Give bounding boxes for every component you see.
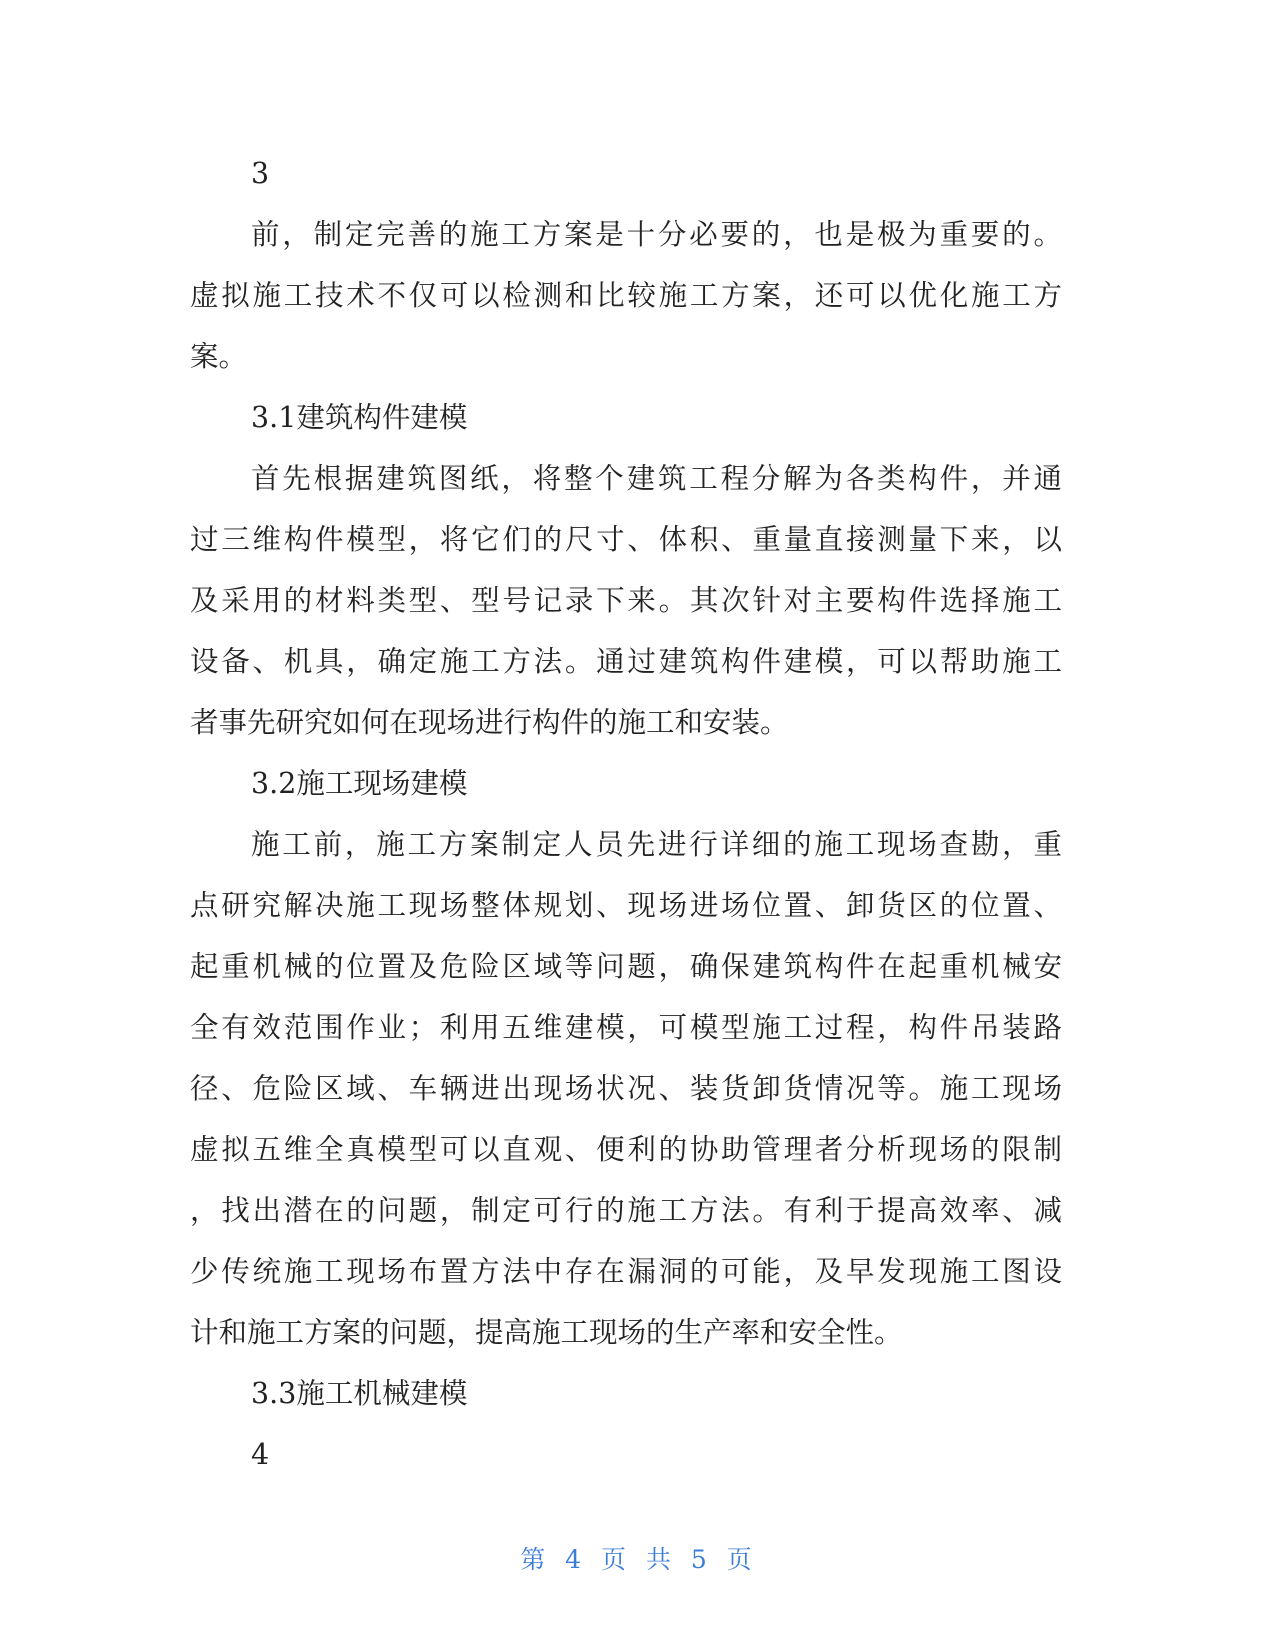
- paragraph-line: 过三维构件模型，将它们的尺寸、体积、重量直接测量下来，以: [190, 523, 1062, 556]
- section-number: 3: [251, 157, 270, 190]
- paragraph-line: 起重机械的位置及危险区域等问题，确保建筑构件在起重机械安: [190, 950, 1062, 983]
- paragraph-line: 全有效范围作业；利用五维建模，可模型施工过程，构件吊装路: [190, 1011, 1062, 1044]
- paragraph-line: ，找出潜在的问题，制定可行的施工方法。有利于提高效率、减: [190, 1194, 1062, 1227]
- paragraph-line: 虚拟五维全真模型可以直观、便利的协助管理者分析现场的限制: [190, 1133, 1062, 1166]
- paragraph-line: 计和施工方案的问题，提高施工现场的生产率和安全性。: [190, 1316, 903, 1349]
- paragraph-line: 点研究解决施工现场整体规划、现场进场位置、卸货区的位置、: [190, 889, 1062, 922]
- section-heading: 3.2施工现场建模: [251, 767, 468, 800]
- section-heading: 3.1建筑构件建模: [251, 401, 468, 434]
- paragraph-line: 虚拟施工技术不仅可以检测和比较施工方案，还可以优化施工方: [190, 279, 1062, 312]
- paragraph-line: 案。: [190, 340, 248, 373]
- paragraph-line: 径、危险区域、车辆进出现场状况、装货卸货情况等。施工现场: [190, 1072, 1062, 1105]
- paragraph-line: 首先根据建筑图纸，将整个建筑工程分解为各类构件，并通: [251, 462, 1062, 495]
- paragraph-line: 者事先研究如何在现场进行构件的施工和安装。: [190, 706, 789, 739]
- paragraph-line: 设备、机具，确定施工方法。通过建筑构件建模，可以帮助施工: [190, 645, 1062, 678]
- paragraph-line: 及采用的材料类型、型号记录下来。其次针对主要构件选择施工: [190, 584, 1062, 617]
- paragraph-line: 前，制定完善的施工方案是十分必要的，也是极为重要的。: [251, 218, 1062, 251]
- section-number: 4: [251, 1438, 270, 1471]
- document-body: [190, 143, 1062, 1485]
- page-indicator: 第 4 页 共 5 页: [520, 1545, 755, 1574]
- paragraph-line: 少传统施工现场布置方法中存在漏洞的可能，及早发现施工图设: [190, 1255, 1062, 1288]
- section-heading: 3.3施工机械建模: [251, 1377, 468, 1410]
- paragraph-line: 施工前，施工方案制定人员先进行详细的施工现场查勘，重: [251, 828, 1062, 861]
